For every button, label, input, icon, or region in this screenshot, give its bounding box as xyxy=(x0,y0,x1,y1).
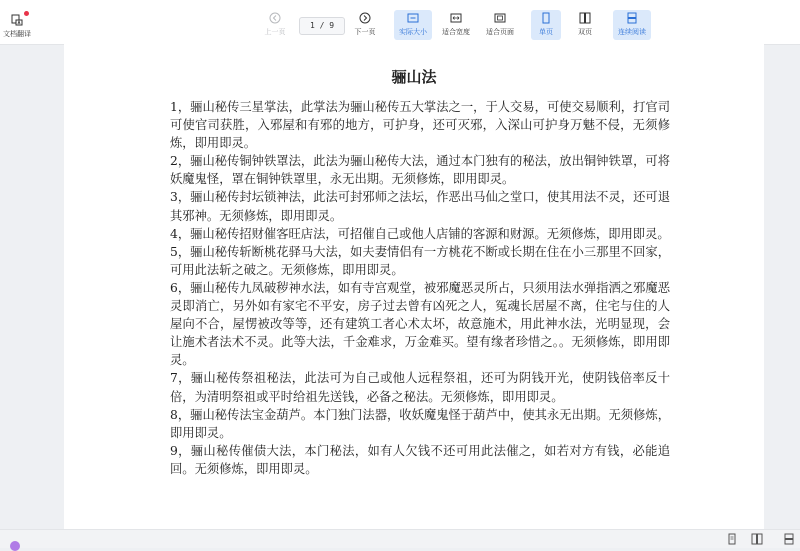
actual-size-label: 实际大小 xyxy=(399,28,427,36)
next-icon xyxy=(359,12,371,24)
prev-page-button[interactable] xyxy=(256,10,294,40)
paragraph: 9，骊山秘传催债大法，本门秘法，如有人欠钱不还可用此法催之，如若对方有钱，必能追回。无须修炼，即用即灵。 xyxy=(170,443,670,476)
prev-icon xyxy=(269,12,281,24)
paragraph: 5，骊山秘传斩断桃花驿马大法，如夫妻情侣有一方桃花不断或长期在住在小三那里不回家，可用此法斩之破之。无须修炼，即用即灵。 xyxy=(170,244,670,277)
actual-size-button[interactable] xyxy=(394,10,432,40)
notification-dot xyxy=(24,11,29,16)
document-body xyxy=(170,98,670,478)
document-translate-button[interactable] xyxy=(2,12,32,40)
prev-label: 上一页 xyxy=(264,28,286,36)
paragraph: 3，骊山秘传封坛锁神法，此法可封邪师之法坛，作恶出马仙之堂口，使其用法不灵，还可退其邪神。无须修炼，即用即灵。 xyxy=(170,190,670,223)
paragraph: 7，骊山秘传祭祖秘法，此法可为自己或他人远程祭祖，还可为阴钱开光，使阴钱倍率反十倍，为清明祭祖或平时给祖先送钱，必备之秘法。无须修炼，即用即灵。 xyxy=(170,371,670,404)
translate-label: 文档翻译 xyxy=(3,30,31,38)
single-page-label: 单页 xyxy=(539,28,553,36)
translate-icon xyxy=(11,14,23,26)
continuous-reading-button[interactable] xyxy=(613,10,651,40)
single-page-view-icon[interactable] xyxy=(726,533,738,545)
next-page-button[interactable] xyxy=(346,10,384,40)
continuous-reading-label: 连续阅读 xyxy=(618,28,646,36)
fit-width-label: 适合宽度 xyxy=(442,28,470,36)
next-label: 下一页 xyxy=(354,28,376,36)
document-page xyxy=(64,44,764,529)
paragraph: 4，骊山秘传招财催客旺店法，可招催自己或他人店铺的客源和财源。无须修炼，即用即灵。 xyxy=(170,226,670,241)
actual-size-icon xyxy=(407,12,419,24)
page-indicator[interactable]: 1 / 9 xyxy=(299,17,345,35)
paragraph: 1，骊山秘传三星掌法，此掌法为骊山秘传五大掌法之一，于人交易，可使交易顺利，打官司可使官司获胜，入邪屋和有邪的地方，可护身，还可灭邪，入深山可护身万魅不侵，无须修炼，即用即灵。 xyxy=(170,100,670,151)
double-page-icon xyxy=(579,12,591,24)
bottom-status-bar xyxy=(0,529,800,548)
paragraph: 8，骊山秘传法宝金葫芦。本门独门法器，收妖魔鬼怪于葫芦中，使其永无出期。无须修炼，即用即灵。 xyxy=(170,407,670,440)
toolbar xyxy=(0,0,800,45)
fit-width-button[interactable] xyxy=(437,10,475,40)
single-page-button[interactable] xyxy=(531,10,561,40)
double-page-view-icon[interactable] xyxy=(751,533,763,545)
paragraph: 2，骊山秘传铜钟铁罩法，此法为骊山秘传大法，通过本门独有的秘法，放出铜钟铁罩，可将妖魔鬼怪，罩在铜钟铁罩里，永无出期。无须修炼，即用即灵。 xyxy=(170,154,670,187)
assistant-orb-icon[interactable] xyxy=(10,541,20,551)
document-title: 骊山法 xyxy=(391,68,437,86)
continuous-reading-icon xyxy=(626,12,638,24)
fit-page-icon xyxy=(494,12,506,24)
fit-page-label: 适合页面 xyxy=(486,28,514,36)
single-page-icon xyxy=(540,12,552,24)
fit-width-icon xyxy=(450,12,462,24)
double-page-button[interactable] xyxy=(570,10,600,40)
double-page-label: 双页 xyxy=(578,28,592,36)
paragraph: 6，骊山秘传九凤破秽神水法，如有寺宫观堂，被邪魔恶灵所占，只须用法水弹指洒之邪魔恶灵即消亡，另外如有家宅不平安，房子过去曾有凶死之人，冤魂长居屋不离，住宅与住的人屋向不合，屋愣被改等等，还有建筑工者心术太坏，故意施术，用此神水法，光明显现，会让施术者法术不灵。此等大法，千金难求，万金难买。望有缘者珍惜之。。无须修炼，即用即灵。 xyxy=(170,280,670,368)
continuous-view-icon[interactable] xyxy=(783,533,795,545)
fit-page-button[interactable] xyxy=(481,10,519,40)
